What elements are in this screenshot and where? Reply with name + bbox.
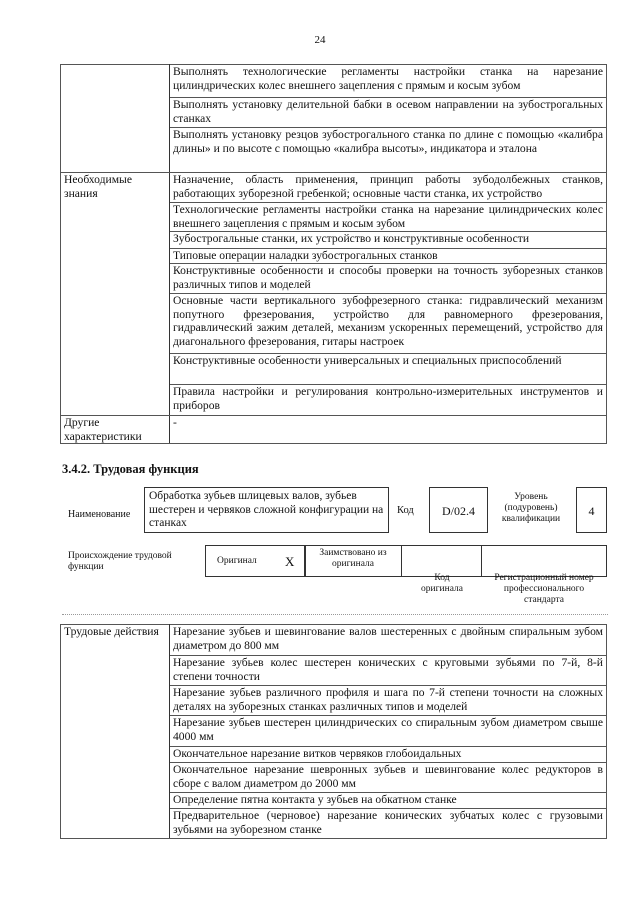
action-item: Предварительное (черновое) нарезание конических зубчатых колес с грузовыми зубьями на зуборезном станке: [170, 809, 607, 839]
table-row: [61, 625, 607, 656]
origin-borrowed-cell: [305, 545, 402, 577]
code-label: Код: [397, 505, 414, 516]
other-label: Другие характеристики: [61, 416, 170, 444]
actions-label: Трудовые действия: [61, 625, 170, 839]
name-label: Наименование: [68, 509, 131, 520]
competence-table: [60, 64, 607, 444]
skills-label-cell: [61, 65, 170, 173]
level-value: 4: [588, 504, 595, 518]
action-item: Определение пятна контакта у зубьев на обкатном станке: [170, 793, 607, 809]
function-name-box: [144, 487, 389, 533]
action-item: Окончательное нарезание шевронных зубьев и шевингование колес редукторов в сборе с валом диаметром до 2000 мм: [170, 763, 607, 793]
action-item: Окончательное нарезание витков червяков глобоидальных: [170, 747, 607, 763]
original-mark: X: [285, 554, 295, 569]
original-label: Оригинал: [217, 556, 257, 566]
knowledge-item: Типовые операции наладки зубострогальных станков: [170, 249, 607, 264]
action-item: Нарезание зубьев и шевингование валов шестеренных с двойным спиральным зубом диаметром до 800 мм: [170, 625, 607, 656]
code-value: D/02.4: [442, 504, 475, 518]
other-value: -: [170, 416, 607, 444]
level-box: [576, 487, 607, 533]
actions-table: [60, 624, 607, 839]
knowledge-label: Необходимые знания: [61, 173, 170, 416]
separator-line: [62, 614, 608, 615]
skill-item: Выполнять установку делительной бабки в осевом направлении на зубострогальных станках: [170, 98, 607, 128]
action-item: Нарезание зубьев шестерен цилиндрических со спиральным зубом диаметром свыше 4000 мм: [170, 716, 607, 747]
page-number: 24: [314, 34, 326, 46]
knowledge-item: Конструктивные особенности универсальных и специальных приспособлений: [170, 354, 607, 385]
skill-item: Выполнять установку резцов зубострогального станка по длине с помощью «калибра длины» и по высоте с помощью «калибра высоты», индикатора и эталона: [170, 128, 607, 173]
origin-label: Происхождение трудовой функции: [68, 551, 172, 572]
table-row: [61, 173, 607, 203]
table-row: [61, 416, 607, 444]
action-item: Нарезание зубьев колес шестерен конических с круговыми зубьями по 7-й, 8-й степени точности: [170, 656, 607, 686]
knowledge-item: Основные части вертикального зубофрезерного станка: гидравлический механизм попутного фрезерования, устройство для равномерного фрезерования, гидравлический зажим деталей, механизм ускоренных перемещений, устройство для диагонального фрезерования, гитары настроек: [170, 294, 607, 354]
table-row: [61, 65, 607, 98]
code-original-label: Код оригинала: [421, 573, 463, 594]
function-name-value: Обработка зубьев шлицевых валов, зубьев шестерен и червяков сложной конфигурации на станках: [149, 490, 384, 529]
action-item: Нарезание зубьев различного профиля и шага по 7-й степени точности на сложных деталях на зуборезных станках различных типов и моделей: [170, 686, 607, 716]
skill-item: Выполнять технологические регламенты настройки станка на нарезание цилиндрических колес внешнего зацепления с прямым и косым зубом: [170, 65, 607, 98]
knowledge-item: Конструктивные особенности и способы проверки на точность зуборезных станков различных типов и моделей: [170, 264, 607, 294]
borrowed-label: Заимствовано из оригинала: [319, 548, 387, 569]
code-box: [429, 487, 488, 533]
knowledge-item: Назначение, область применения, принцип работы зубодолбежных станков, работающих зуборезной гребенкой; основные части станка, их устройство: [170, 173, 607, 203]
knowledge-item: Правила настройки и регулирования контрольно-измерительных инструментов и приборов: [170, 385, 607, 416]
reg-number-label: Регистрационный номер профессионального стандарта: [494, 573, 594, 605]
knowledge-item: Зубострогальные станки, их устройство и конструктивные особенности: [170, 232, 607, 249]
section-heading: 3.4.2. Трудовая функция: [62, 462, 199, 476]
knowledge-item: Технологические регламенты настройки станка на нарезание цилиндрических колес внешнего зацепления с прямым и косым зубом: [170, 203, 607, 232]
level-label: Уровень (подуровень) квалификации: [501, 492, 561, 524]
origin-original-cell: [205, 545, 305, 577]
